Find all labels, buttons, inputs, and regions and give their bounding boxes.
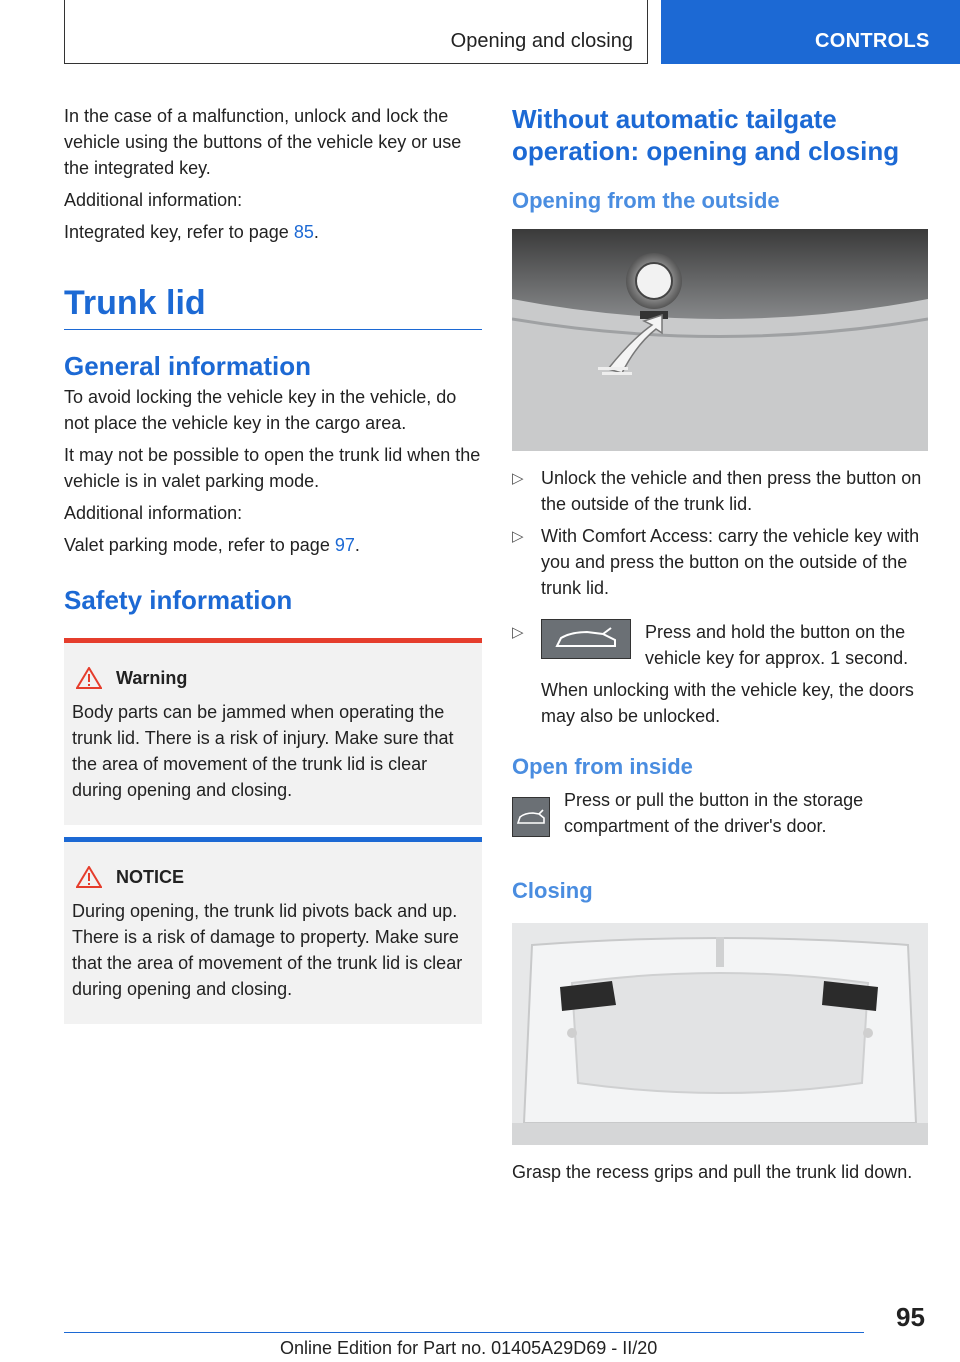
page-link-85[interactable]: 85 — [293, 222, 314, 242]
heading-open-from-inside: Open from inside — [512, 754, 693, 779]
heading-closing: Closing — [512, 878, 593, 903]
general-paragraph-2: It may not be possible to open the trunk lid when the vehicle is in valet parking mode. — [64, 445, 481, 491]
footer-edition: Online Edition for Part no. 01405A29D69 - II/20 — [280, 1338, 658, 1358]
vehicle-key-followup: When unlocking with the vehicle key, the doors may also be unlocked. — [541, 680, 914, 726]
closing-text: Grasp the recess grips and pull the trunk lid down. — [512, 1162, 913, 1182]
warning-box — [64, 638, 482, 825]
bullet-triangle-icon: ▷ — [512, 624, 524, 641]
trunk-button-photo — [512, 229, 928, 451]
bullet-item-comfort-access: ▷ With Comfort Access: carry the vehicle key with you and press the button on the outside of the trunk lid. — [512, 523, 930, 601]
heading-without-automatic-tailgate: Without automatic tailgate operation: opening and closing — [512, 104, 900, 166]
header-section-box — [64, 0, 648, 64]
heading-general-information: General information — [64, 351, 312, 381]
warning-title: Warning — [72, 665, 474, 691]
notice-text: During opening, the trunk lid pivots back and up. There is a risk of damage to property. Make sure that the area of movement of the trunk lid is clear during opening and closing. — [72, 901, 463, 999]
header-chapter-tab — [661, 0, 960, 64]
header-chapter-title: CONTROLS — [815, 30, 930, 52]
notice-title: NOTICE — [72, 864, 474, 890]
footer-divider — [64, 1332, 864, 1333]
notice-box — [64, 837, 482, 1024]
right-column — [512, 103, 930, 1185]
open-inside-text: Press or pull the button in the storage compartment of the driver's door. — [564, 790, 864, 836]
valet-parking-reference: Valet parking mode, refer to page 97. — [64, 535, 360, 555]
general-paragraph-1: To avoid locking the vehicle key in the vehicle, do not place the vehicle key in the cargo area. — [64, 387, 457, 433]
bullet-triangle-icon: ▷ — [512, 470, 524, 487]
intro-paragraph: In the case of a malfunction, unlock and lock the vehicle using the buttons of the vehicle key or use the integrated key. — [64, 106, 462, 178]
heading-trunk-lid: Trunk lid — [64, 283, 482, 330]
general-additional-info-label: Additional information: — [64, 503, 243, 523]
trunk-open-key-icon — [541, 619, 631, 659]
left-column — [64, 103, 482, 1024]
heading-opening-from-outside: Opening from the outside — [512, 188, 780, 213]
additional-info-label: Additional information: — [64, 190, 243, 210]
integrated-key-reference: Integrated key, refer to page 85. — [64, 222, 319, 242]
page-number: 95 — [896, 1302, 925, 1332]
bullet-item-vehicle-key: ▷ Press and hold the button on the vehicle key for approx. 1 second. When unlocking with the vehicle key, the doors may also be unlocked. — [512, 619, 930, 729]
bullet-triangle-icon: ▷ — [512, 528, 524, 545]
trunk-open-door-icon — [512, 797, 550, 837]
open-inside-row — [512, 787, 930, 839]
page-link-97[interactable]: 97 — [334, 535, 355, 555]
bullet-item-unlock: ▷ Unlock the vehicle and then press the button on the outside of the trunk lid. — [512, 465, 930, 517]
heading-safety-information: Safety information — [64, 585, 293, 615]
warning-triangle-icon — [76, 667, 102, 689]
header-section-title: Opening and closing — [450, 30, 633, 52]
notice-triangle-icon — [76, 866, 102, 888]
trunk-lid-inside-photo — [512, 923, 928, 1145]
warning-text: Body parts can be jammed when operating the trunk lid. There is a risk of injury. Make sure that the area of movement of the trunk lid is clear during opening and closing. — [72, 702, 454, 800]
